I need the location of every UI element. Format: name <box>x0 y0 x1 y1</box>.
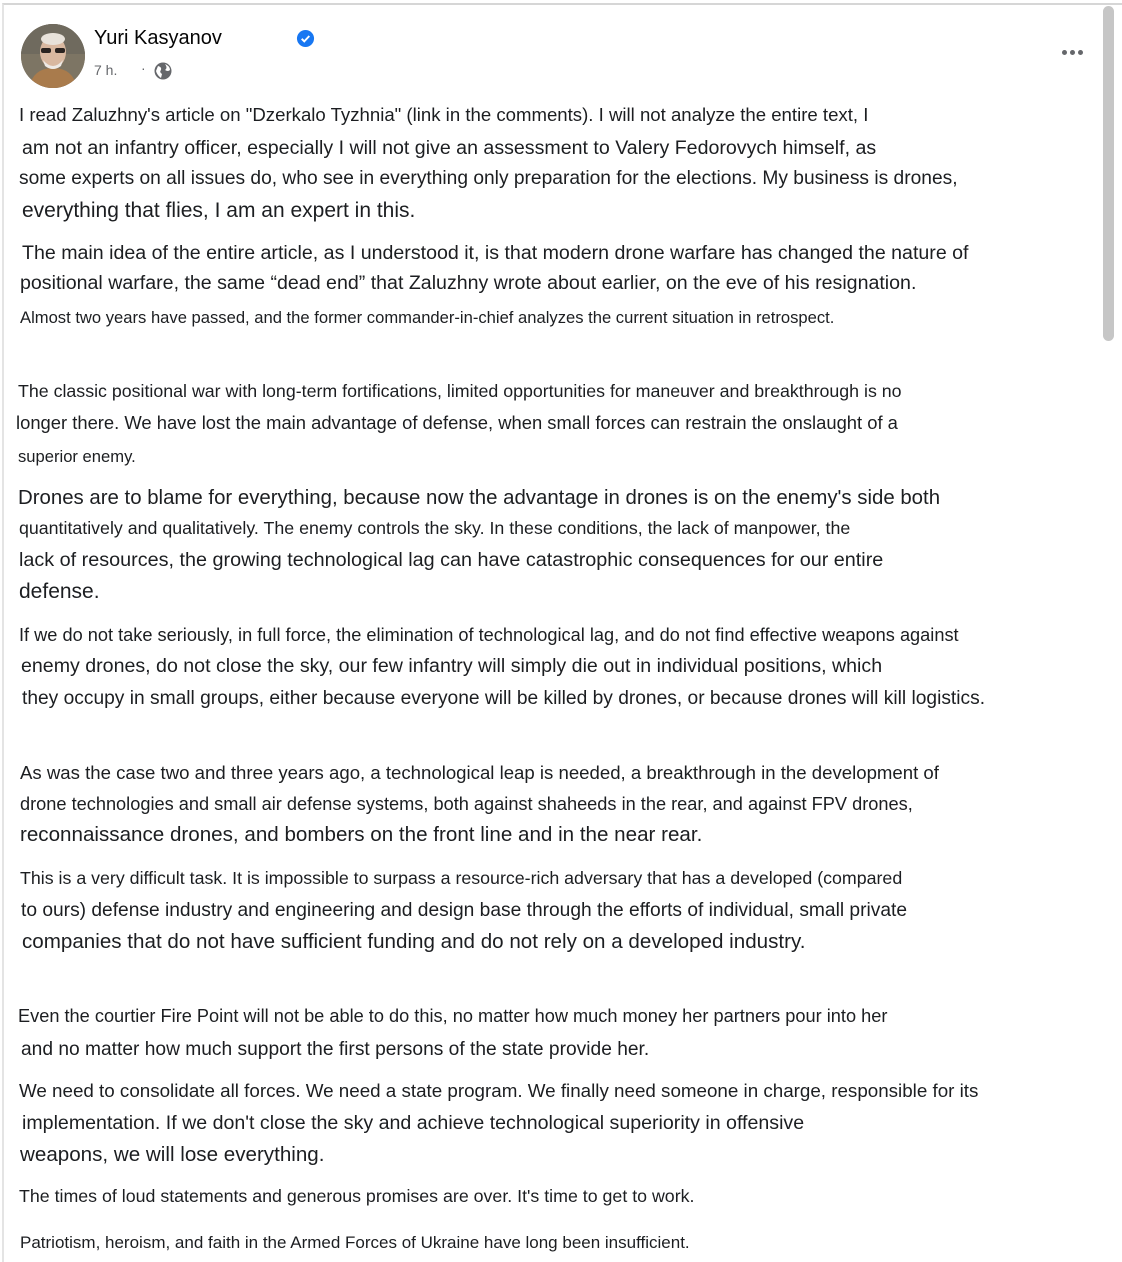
post-text-line: Almost two years have passed, and the former commander-in-chief analyzes the current situation in retrospect. <box>20 308 835 327</box>
post-text-line: Drones are to blame for everything, because now the advantage in drones is on the enemy's side both <box>18 487 941 509</box>
post-text-line: everything that flies, I am an expert in this. <box>22 199 416 222</box>
post-text-line: longer there. We have lost the main advantage of defense, when small forces can restrain the onslaught of a <box>16 412 898 433</box>
avatar[interactable] <box>21 24 85 88</box>
post-text-line: We need to consolidate all forces. We need a state program. We finally need someone in charge, responsible for its <box>19 1080 979 1101</box>
post-text-line: some experts on all issues do, who see in everything only preparation for the elections. My business is drones, <box>19 168 958 189</box>
verified-badge-icon <box>296 29 315 48</box>
post-text-line: implementation. If we don't close the sky and achieve technological superiority in offensive <box>22 1112 805 1134</box>
post-text-line: positional warfare, the same “dead end” that Zaluzhny wrote about earlier, on the eve of his resignation. <box>20 272 917 294</box>
scrollbar-thumb[interactable] <box>1103 6 1114 341</box>
post-text-line: reconnaissance drones, and bombers on the front line and in the near rear. <box>20 823 703 846</box>
post-text-line: and no matter how much support the first persons of the state provide her. <box>21 1039 650 1060</box>
post-text-line: The times of loud statements and generous promises are over. It's time to get to work. <box>19 1186 695 1206</box>
post-text-line: The classic positional war with long-term fortifications, limited opportunities for maneuver and breakthrough is no <box>18 381 902 401</box>
post-text-line: to ours) defense industry and engineering and design base through the efforts of individual, small private <box>21 900 908 921</box>
post-text-line: As was the case two and three years ago, a technological leap is needed, a breakthrough in the development of <box>20 762 939 783</box>
post-text-line: I read Zaluzhny's article on "Dzerkalo Tyzhnia" (link in the comments). I will not analyze the entire text, I <box>19 104 869 125</box>
post-text-line: lack of resources, the growing technological lag can have catastrophic consequences for our entire <box>19 549 884 571</box>
more-options-icon <box>1062 50 1067 55</box>
post-text-line: The main idea of the entire article, as I understood it, is that modern drone warfare has changed the nature of <box>22 242 969 264</box>
separator: · <box>141 60 146 76</box>
post-text-line: drone technologies and small air defense systems, both against shaheeds in the rear, and against FPV drones, <box>20 794 913 814</box>
post-text-line: weapons, we will lose everything. <box>20 1143 325 1166</box>
post-text-line: companies that do not have sufficient funding and do not rely on a developed industry. <box>22 930 806 953</box>
scrollbar[interactable] <box>1100 3 1118 1262</box>
post-text-line: defense. <box>19 580 100 603</box>
post-text-line: am not an infantry officer, especially I will not give an assessment to Valery Fedorovych himself, as <box>22 137 877 159</box>
post-text-line: enemy drones, do not close the sky, our few infantry will simply die out in individual positions, which <box>21 655 883 677</box>
post-text-line: Patriotism, heroism, and faith in the Armed Forces of Ukraine have long been insufficient. <box>20 1233 690 1252</box>
post-text-line: Even the courtier Fire Point will not be able to do this, no matter how much money her partners pour into her <box>18 1006 888 1026</box>
post-text-line: This is a very difficult task. It is impossible to surpass a resource-rich adversary that has a developed (compared <box>20 868 903 888</box>
post-text-line: superior enemy. <box>18 447 136 466</box>
post-text-line: they occupy in small groups, either because everyone will be killed by drones, or because drones will kill logistics. <box>22 688 986 709</box>
globe-icon <box>153 61 173 81</box>
post-text-line: quantitatively and qualitatively. The enemy controls the sky. In these conditions, the lack of manpower, the <box>19 518 851 538</box>
post-text-line: If we do not take seriously, in full force, the elimination of technological lag, and do not find effective weapons against <box>19 625 959 645</box>
author-name[interactable]: Yuri Kasyanov <box>94 27 222 49</box>
more-options-button[interactable] <box>1058 40 1090 64</box>
post-time[interactable]: 7 h. <box>94 62 118 78</box>
